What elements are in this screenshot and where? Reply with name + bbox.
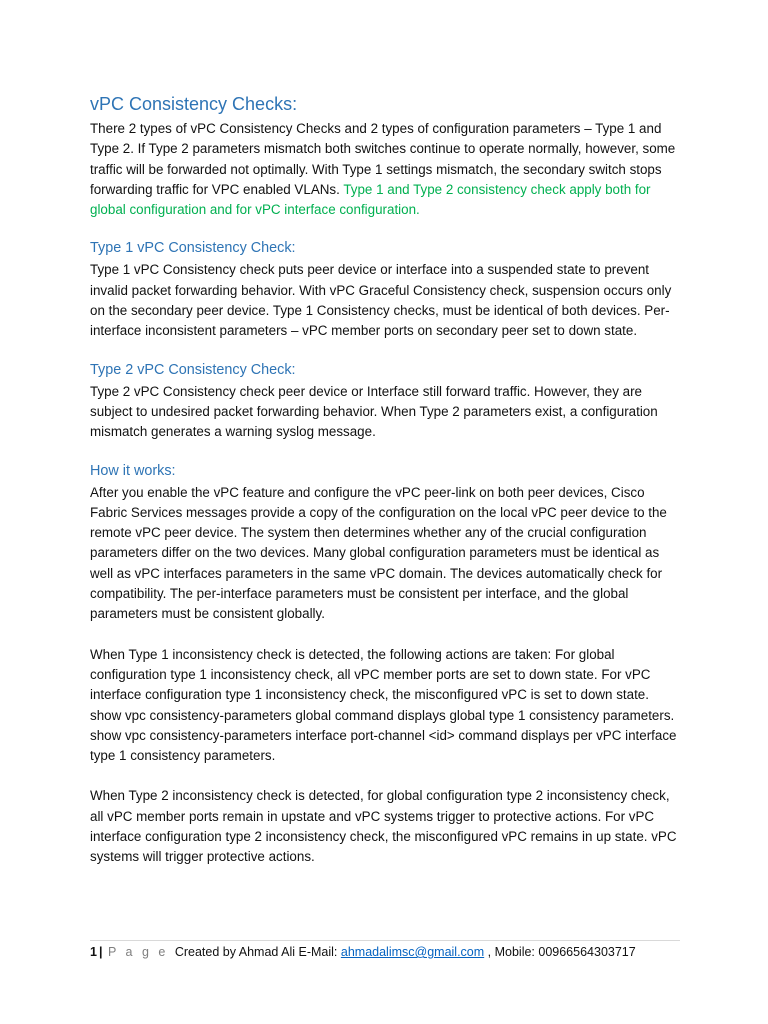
type1-heading: Type 1 vPC Consistency Check:	[90, 240, 296, 257]
footer-separator: |	[98, 945, 103, 959]
footer-divider	[90, 940, 680, 941]
intro-highlight: Type 1 and Type 2 consistency check apply both for global configuration and for vPC interface configuration.	[90, 181, 651, 218]
document-body	[90, 92, 682, 868]
how-it-works-paragraph-1: After you enable the vPC feature and configure the vPC peer-link on both peer devices, Cisco Fabric Services messages provide a copy of the configuration on the local vPC peer device to the remote vPC peer device. The system then determines whether any of the crucial configuration parameters differ on the two devices. Many global configuration parameters must be identical as well as vPC interfaces parameters in the same vPC domain. The devices automatically check for compatibility. The per-interface parameters must be consistent per interface, and the global parameters must be consistent globally.	[90, 484, 667, 622]
footer-email-link[interactable]: ahmadalimsc@gmail.com	[340, 945, 485, 959]
how-it-works-paragraph-2: When Type 1 inconsistency check is detected, the following actions are taken: For global configuration type 1 inconsistency check, all vPC member ports are set to down state. For vPC interface configuration type 1 inconsistency check, the misconfigured vPC is set to down state. show vpc consistency-parameters global command displays global type 1 consistency parameters. show vpc consistency-parameters interface port-channel <id> command displays per vPC interface type 1 consistency parameters.	[90, 646, 677, 764]
intro-paragraph	[90, 119, 682, 220]
page-label: P a g e	[107, 945, 169, 959]
type1-paragraph: Type 1 vPC Consistency check puts peer device or interface into a suspended state to prevent invalid packet forwarding behavior. With vPC Graceful Consistency check, suspension occurs only on the secondary peer device. Type 1 Consistency checks, must be identical of both devices. Per-interface inconsistent parameters – vPC member ports on secondary peer set to down state.	[90, 262, 672, 339]
type2-heading: Type 2 vPC Consistency Check:	[90, 361, 296, 378]
type2-paragraph: Type 2 vPC Consistency check peer device or Interface still forward traffic. However, they are subject to undesired packet forwarding behavior. When Type 2 parameters exist, a configuration mismatch generates a warning syslog message.	[90, 383, 658, 440]
footer-created-by: Created by Ahmad Ali E-Mail:	[174, 945, 338, 959]
page-footer	[90, 943, 636, 961]
how-it-works-paragraph-3: When Type 2 inconsistency check is detected, for global configuration type 2 inconsistency check, all vPC member ports remain in upstate and vPC systems trigger to protective actions. For vPC interface configuration type 2 inconsistency check, the misconfigured vPC remains in up state. vPC systems will trigger protective actions.	[90, 788, 677, 865]
intro-text: There 2 types of vPC Consistency Checks and 2 types of configuration parameters – Type 1 and Type 2. If Type 2 parameters mismatch both switches continue to operate normally, however, some traffic will be forwarded not optimally. With Type 1 settings mismatch, the secondary switch stops forwarding traffic for VPC enabled VLANs.	[90, 121, 676, 197]
document-title: vPC Consistency Checks:	[90, 94, 298, 114]
footer-mobile: , Mobile: 00966564303717	[487, 945, 636, 959]
page-number: 1	[90, 945, 97, 959]
how-it-works-heading: How it works:	[90, 462, 176, 479]
